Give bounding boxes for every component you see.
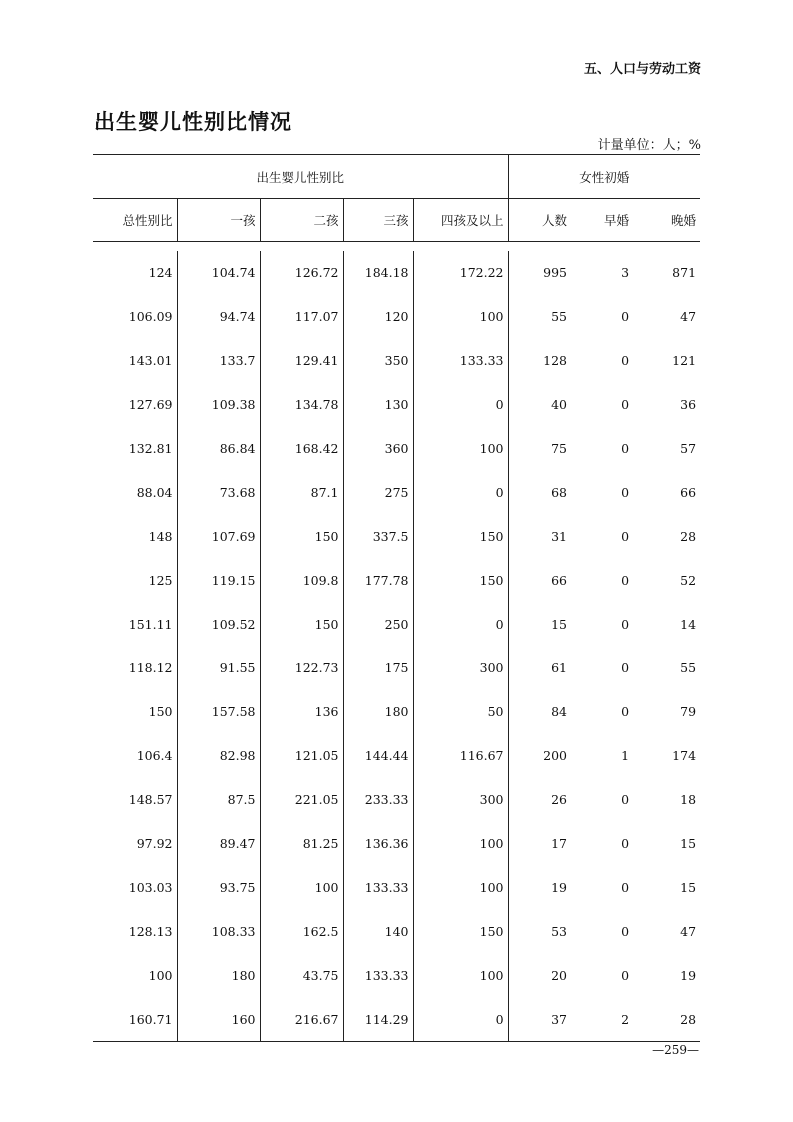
table-cell: 50 <box>413 690 508 734</box>
table-cell: 94.74 <box>177 295 260 339</box>
table-cell: 0 <box>621 441 630 456</box>
table-cell: 148 <box>93 514 177 558</box>
table-row <box>93 997 700 1041</box>
page-title: 出生婴儿性别比情况 <box>94 110 292 134</box>
table-cell: 143.01 <box>93 339 177 383</box>
table-row <box>93 383 700 427</box>
table-cell: 177.78 <box>343 558 413 602</box>
table-cell: 121.05 <box>260 734 343 778</box>
table-cell: 126.72 <box>260 251 343 295</box>
table-cell: 116.67 <box>413 734 508 778</box>
table-cell: 172.22 <box>413 251 508 295</box>
table-cell: 66 <box>551 572 568 588</box>
column-header: 总性别比 <box>93 199 177 242</box>
table-cell: 47 <box>680 309 697 325</box>
table-cell: 200 <box>543 748 568 764</box>
table-cell: 221.05 <box>260 778 343 822</box>
table-cell: 15 <box>551 616 568 632</box>
table-cell: 0 <box>413 997 508 1041</box>
table-cell: 300 <box>413 778 508 822</box>
table-cell: 157.58 <box>177 690 260 734</box>
table-cell: 148.57 <box>93 778 177 822</box>
table-cell: 0 <box>621 616 630 632</box>
table-cell: 0 <box>621 967 630 983</box>
table-row <box>93 514 700 558</box>
table-cell: 216.67 <box>260 997 343 1041</box>
table-cell: 109.52 <box>177 602 260 646</box>
table-cell: 133.33 <box>343 865 413 909</box>
table-cell: 144.44 <box>343 734 413 778</box>
table-cell: 15 <box>680 879 697 895</box>
table-cell: 150 <box>260 514 343 558</box>
table-cell: 19 <box>680 967 697 983</box>
table-cell: 150 <box>413 558 508 602</box>
table-cell: 88.04 <box>93 470 177 514</box>
table-cell: 233.33 <box>343 778 413 822</box>
page-number: —259— <box>652 1043 699 1057</box>
table-cell: 120 <box>343 295 413 339</box>
table-cell: 871 <box>672 265 697 281</box>
table-cell: 103.03 <box>93 865 177 909</box>
table-cell: 0 <box>621 704 630 720</box>
table-cell: 140 <box>343 909 413 953</box>
table-row <box>93 865 700 909</box>
table-cell: 180 <box>177 953 260 997</box>
column-header: 晚婚 <box>633 199 700 242</box>
table-cell: 0 <box>621 660 630 676</box>
table-cell: 15 <box>680 836 697 852</box>
table-cell: 0 <box>413 602 508 646</box>
table-cell: 160.71 <box>93 997 177 1041</box>
table-row <box>93 690 700 734</box>
table-cell: 129.41 <box>260 339 343 383</box>
group-header-female-first-marriage: 女性初婚 <box>508 155 700 199</box>
table-cell: 14 <box>680 616 697 632</box>
table-row <box>93 602 700 646</box>
table-cell: 114.29 <box>343 997 413 1041</box>
table-cell: 55 <box>551 309 568 325</box>
table-row <box>93 778 700 822</box>
table-cell: 0 <box>621 397 630 413</box>
table-cell: 3 <box>621 265 630 281</box>
table-cell: 106.4 <box>93 734 177 778</box>
table-cell: 57 <box>680 441 697 456</box>
table-cell: 122.73 <box>260 646 343 690</box>
table-row <box>93 953 700 997</box>
spacer-body <box>93 242 700 252</box>
table-cell: 0 <box>621 484 630 500</box>
column-header: 二孩 <box>260 199 343 242</box>
column-header: 三孩 <box>343 199 413 242</box>
table-cell: 75 <box>551 441 568 456</box>
table-cell: 97.92 <box>93 822 177 866</box>
table-cell: 0 <box>621 792 630 808</box>
table-cell: 109.8 <box>260 558 343 602</box>
table-cell: 104.74 <box>177 251 260 295</box>
table-cell: 86.84 <box>177 427 260 471</box>
table-row <box>93 427 700 471</box>
table-cell: 174 <box>672 748 697 764</box>
table-cell: 91.55 <box>177 646 260 690</box>
table-cell: 53 <box>551 923 568 939</box>
table-cell: 180 <box>343 690 413 734</box>
table-cell: 119.15 <box>177 558 260 602</box>
table-cell: 350 <box>343 339 413 383</box>
table-cell: 106.09 <box>93 295 177 339</box>
data-table <box>93 154 700 1042</box>
table-cell: 128.13 <box>93 909 177 953</box>
table-cell: 118.12 <box>93 646 177 690</box>
table-cell: 2 <box>571 997 633 1041</box>
table-row <box>93 909 700 953</box>
table-cell: 31 <box>551 528 568 544</box>
table-cell: 162.5 <box>260 909 343 953</box>
table-cell: 100 <box>413 427 508 471</box>
table-cell: 28 <box>680 528 697 544</box>
table-cell: 151.11 <box>93 602 177 646</box>
table-cell: 275 <box>343 470 413 514</box>
table-cell: 107.69 <box>177 514 260 558</box>
table-cell: 150 <box>413 909 508 953</box>
table-cell: 43.75 <box>260 953 343 997</box>
table-cell: 0 <box>621 309 630 325</box>
column-header: 四孩及以上 <box>413 199 508 242</box>
table-cell: 1 <box>621 748 630 764</box>
table-cell: 184.18 <box>343 251 413 295</box>
table-cell: 0 <box>621 879 630 895</box>
table-cell: 100 <box>260 865 343 909</box>
table-cell: 89.47 <box>177 822 260 866</box>
table-cell: 125 <box>93 558 177 602</box>
column-header-row <box>93 199 700 242</box>
section-header: 五、人口与劳动工资 <box>583 62 701 77</box>
group-header-sex-ratio: 出生婴儿性别比 <box>93 155 508 199</box>
table-cell: 0 <box>621 923 630 939</box>
table-row <box>93 251 700 295</box>
table-cell: 100 <box>413 865 508 909</box>
table-row <box>93 558 700 602</box>
table-cell: 0 <box>621 836 630 852</box>
table-cell: 0 <box>413 470 508 514</box>
table-cell: 66 <box>680 484 697 500</box>
table-cell: 133.7 <box>177 339 260 383</box>
table-cell: 26 <box>551 792 568 808</box>
table-cell: 136 <box>260 690 343 734</box>
table-row <box>93 734 700 778</box>
column-header: 一孩 <box>177 199 260 242</box>
table-cell: 82.98 <box>177 734 260 778</box>
table-cell: 128 <box>543 353 568 369</box>
table-cell: 360 <box>343 427 413 471</box>
table-cell: 0 <box>621 572 630 588</box>
table-cell: 995 <box>543 265 568 281</box>
table-cell: 100 <box>413 953 508 997</box>
table-cell: 100 <box>413 295 508 339</box>
unit-label: 计量单位：人；% <box>597 138 701 153</box>
table-cell: 87.5 <box>177 778 260 822</box>
table-cell: 160 <box>177 997 260 1041</box>
table-cell: 133.33 <box>343 953 413 997</box>
table-cell: 40 <box>551 397 568 413</box>
table-cell: 175 <box>343 646 413 690</box>
table-cell: 52 <box>680 572 697 588</box>
table-cell: 132.81 <box>93 427 177 471</box>
table-cell: 81.25 <box>260 822 343 866</box>
table-cell: 79 <box>680 704 697 720</box>
table-cell: 93.75 <box>177 865 260 909</box>
column-header: 早婚 <box>571 199 633 242</box>
table-cell: 117.07 <box>260 295 343 339</box>
table-cell: 150 <box>93 690 177 734</box>
table-cell: 109.38 <box>177 383 260 427</box>
table-cell: 100 <box>93 953 177 997</box>
table-cell: 124 <box>93 251 177 295</box>
table-cell: 0 <box>621 528 630 544</box>
table-cell: 0 <box>413 383 508 427</box>
table-row <box>93 339 700 383</box>
group-header-row <box>93 155 700 199</box>
table-cell: 28 <box>633 997 700 1041</box>
table-cell: 150 <box>260 602 343 646</box>
table-cell: 136.36 <box>343 822 413 866</box>
table-cell: 36 <box>680 397 697 413</box>
table-cell: 20 <box>551 967 568 983</box>
table-cell: 87.1 <box>260 470 343 514</box>
table-cell: 108.33 <box>177 909 260 953</box>
table-cell: 17 <box>551 836 568 852</box>
table-cell: 127.69 <box>93 383 177 427</box>
table-cell: 337.5 <box>343 514 413 558</box>
table-cell: 19 <box>551 879 568 895</box>
table-cell: 133.33 <box>413 339 508 383</box>
table-body <box>93 251 700 1042</box>
table-cell: 121 <box>672 353 697 369</box>
table-cell: 134.78 <box>260 383 343 427</box>
table-cell: 0 <box>621 353 630 369</box>
table-cell: 150 <box>413 514 508 558</box>
table-cell: 61 <box>551 660 568 676</box>
table-cell: 250 <box>343 602 413 646</box>
table-cell: 300 <box>413 646 508 690</box>
table-cell: 130 <box>343 383 413 427</box>
table-cell: 18 <box>680 792 697 808</box>
table-cell: 84 <box>551 704 568 720</box>
table-row <box>93 470 700 514</box>
table-cell: 73.68 <box>177 470 260 514</box>
table-cell: 100 <box>413 822 508 866</box>
table-cell: 168.42 <box>260 427 343 471</box>
table-cell: 47 <box>680 923 697 939</box>
table-cell: 68 <box>551 484 568 500</box>
table-row <box>93 646 700 690</box>
table-row <box>93 822 700 866</box>
table-cell: 55 <box>680 660 697 676</box>
table-row <box>93 295 700 339</box>
column-header: 人数 <box>508 199 571 242</box>
table-cell: 37 <box>508 997 571 1041</box>
